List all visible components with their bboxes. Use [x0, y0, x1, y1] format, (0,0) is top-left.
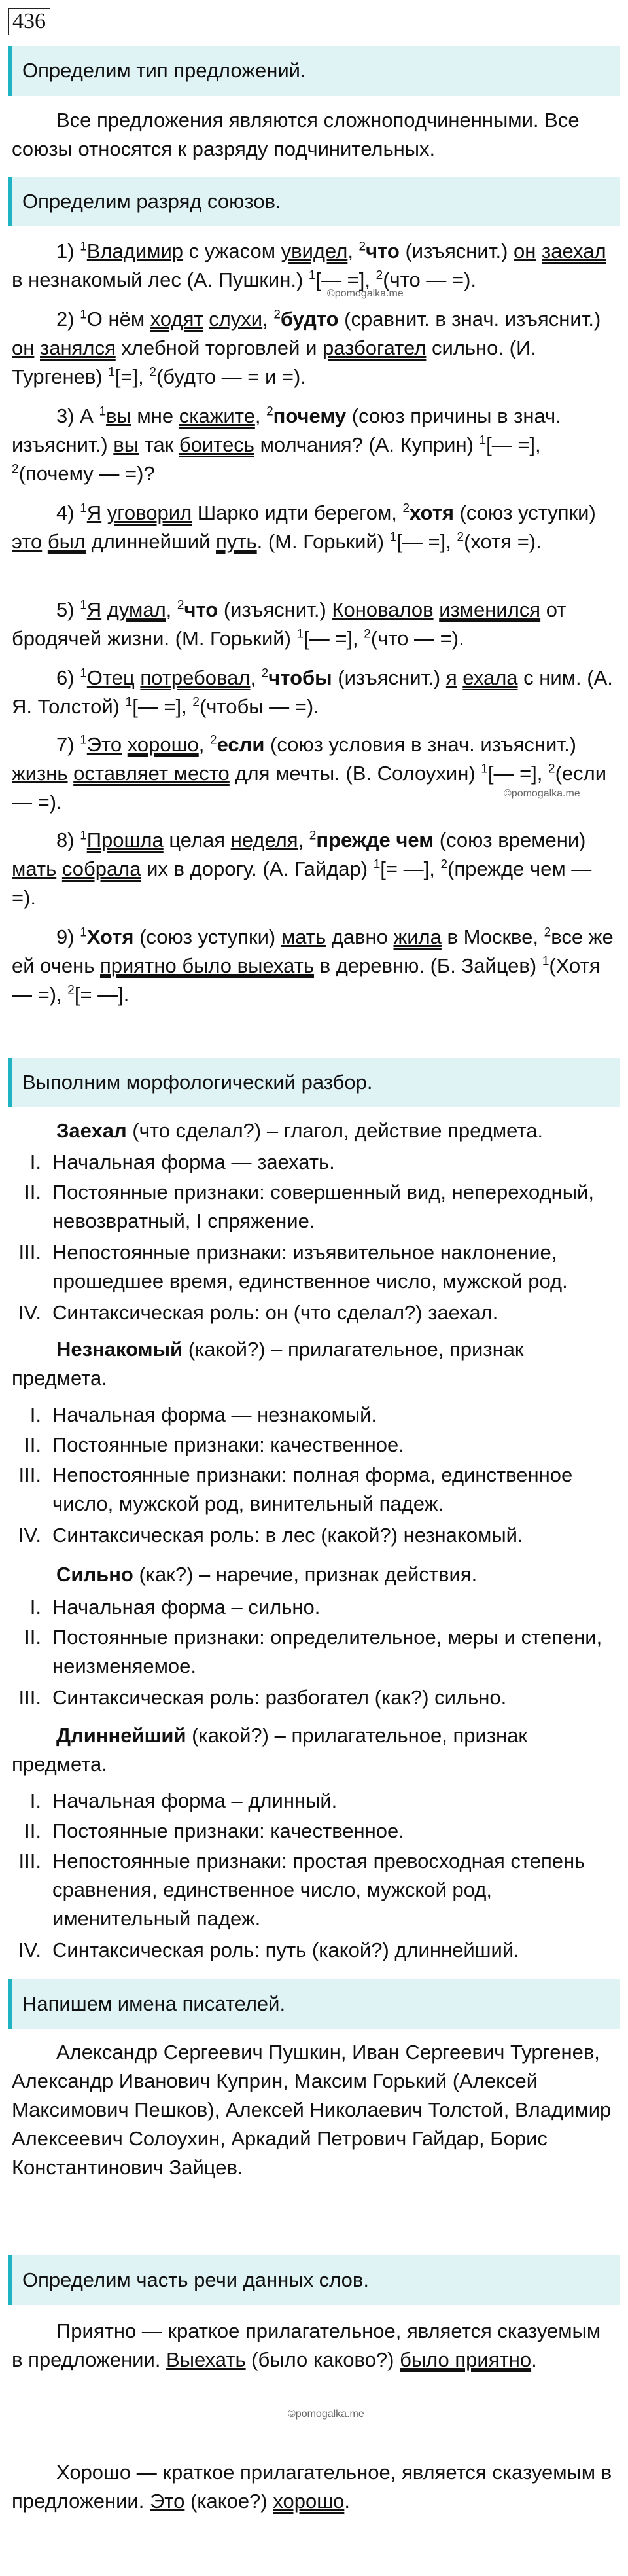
morph-title: Длиннейший (какой?) – прилагательное, признак предмета. — [12, 1724, 527, 1776]
morph-num: II. — [24, 1181, 41, 1204]
section-header-conj: Определим разряд союзов. — [8, 177, 620, 226]
morph-num: II. — [24, 1433, 41, 1456]
morph-num: I. — [29, 1403, 41, 1426]
type-paragraph: Все предложения являются сложноподчиненными. Все союзы относятся к разряду подчинительных. — [12, 109, 580, 160]
morph-num: IV. — [18, 1301, 41, 1324]
morph-point: Начальная форма – длинный. — [52, 1789, 338, 1812]
morph-point: Непостоянные признаки: полная форма, единственное число, мужской род, винительный падеж. — [52, 1463, 573, 1515]
morph-point: Постоянные признаки: качественное. — [52, 1433, 404, 1456]
morph-num: III. — [18, 1850, 41, 1872]
sentence-4: 4) $^1$Я уговорил Шарко идти берегом, $^2$хотя (союз уступки) это был длиннейший путь. (М. Горький) $^1$[— =], $^2$(хотя =). — [12, 501, 596, 553]
morph-num: I. — [29, 1151, 41, 1173]
sentence-2: 2) $^1$О нём ходят слухи, $^2$будто (сравнит. в знач. изъяснит.) он занялся хлебной торговлей и разбогател сильно. (И. Тургенев) $^1$[=], $^2$(будто — = и =). — [12, 308, 601, 388]
sentence-8: 8) $^1$Прошла целая неделя, $^2$прежде чем (союз времени) мать собрала их в дорогу. (А. Гайдар) $^1$[= —], $^2$(прежде чем — =). — [12, 829, 592, 909]
sentence-3: 3) А $^1$вы мне скажите, $^2$почему (союз причины в знач. изъяснит.) вы так боитесь молчания? (А. Куприн) $^1$[— =], $^2$(почему — =)? — [12, 404, 561, 485]
morph-title: Заехал (что сделал?) – глагол, действие предмета. — [56, 1119, 544, 1142]
morph-point: Постоянные признаки: качественное. — [52, 1819, 404, 1842]
morph-point: Постоянные признаки: определительное, меры и степени, неизменяемое. — [52, 1626, 602, 1677]
morph-num: II. — [24, 1626, 41, 1649]
morph-point: Начальная форма — незнакомый. — [52, 1403, 377, 1426]
sentence-5: 5) $^1$Я думал, $^2$что (изъяснит.) Коновалов изменился от бродячей жизни. (М. Горький) $^1$[— =], $^2$(что — =). — [12, 598, 567, 650]
morph-title: Незнакомый (какой?) – прилагательное, признак предмета. — [12, 1338, 524, 1389]
morph-point: Синтаксическая роль: он (что сделал?) заехал. — [52, 1301, 498, 1324]
morph-point: Непостоянные признаки: изъявительное наклонение, прошедшее время, единственное число, мужской род. — [52, 1241, 568, 1293]
morph-point: Синтаксическая роль: путь (какой?) длиннейший. — [52, 1939, 519, 1961]
morph-point: Синтаксическая роль: разбогател (как?) сильно. — [52, 1686, 507, 1709]
section-header-morph: Выполним морфологический разбор. — [8, 1058, 620, 1107]
morph-num: III. — [18, 1686, 41, 1709]
pos-item: Хорошо — краткое прилагательное, является сказуемым в предложении. Это (какое?) хорошо. — [12, 2461, 612, 2513]
sentence-9: 9) $^1$Хотя (союз уступки) мать давно жила в Москве, $^2$все же ей очень приятно было выехать в деревню. (Б. Зайцев) $^1$(Хотя — =), $^2$[= —]. — [12, 925, 614, 1006]
section-header-writers: Напишем имена писателей. — [8, 1979, 620, 2029]
morph-point: Синтаксическая роль: в лес (какой?) незнакомый. — [52, 1524, 523, 1547]
pos-item: Приятно — краткое прилагательное, является сказуемым в предложении. Выехать (было каково?) было приятно. — [12, 2319, 601, 2371]
morph-point: Постоянные признаки: совершенный вид, непереходный, невозвратный, I спряжение. — [52, 1181, 594, 1232]
morph-num: IV. — [18, 1524, 41, 1547]
morph-num: III. — [18, 1241, 41, 1264]
sentence-1: 1) $^1$Владимир с ужасом увидел, $^2$что (изъяснит.) он заехал в незнакомый лес (А. Пушкин.) $^1$[— =], $^2$(что — =). — [12, 240, 606, 291]
watermark: ©pomogalka.me — [327, 288, 404, 299]
morph-point: Непостоянные признаки: простая превосходная степень сравнения, единственное число, мужской род, именительный падеж. — [52, 1850, 585, 1930]
morph-point: Начальная форма – сильно. — [52, 1596, 321, 1619]
writers-paragraph: Александр Сергеевич Пушкин, Иван Сергеевич Тургенев, Александр Иванович Куприн, Максим Горький (Алексей Максимович Пешков), Алексей Николаевич Толстой, Владимир Алексеевич Солоухин, Аркадий Петрович Гайдар, Борис Константинович Зайцев. — [12, 2041, 612, 2179]
watermark: ©pomogalka.me — [288, 2408, 364, 2420]
sentence-7: 7) $^1$Это хорошо, $^2$если (союз условия в знач. изъяснит.) жизнь оставляет место для мечты. (В. Солоухин) $^1$[— =], $^2$(если — =). — [12, 733, 607, 814]
morph-num: I. — [29, 1596, 41, 1619]
morph-num: I. — [29, 1789, 41, 1812]
morph-title: Сильно (как?) – наречие, признак действия. — [56, 1563, 478, 1586]
section-header-pos: Определим часть речи данных слов. — [8, 2255, 620, 2305]
morph-num: IV. — [18, 1939, 41, 1961]
section-header-type: Определим тип предложений. — [8, 46, 620, 96]
watermark: ©pomogalka.me — [504, 788, 580, 799]
sentence-6: 6) $^1$Отец потребовал, $^2$чтобы (изъяснит.) я ехала с ним. (А. Я. Толстой) $^1$[— =], $^2$(чтобы — =). — [12, 666, 613, 718]
morph-num: III. — [18, 1463, 41, 1486]
task-number: 436 — [8, 8, 50, 35]
morph-point: Начальная форма — заехать. — [52, 1151, 335, 1173]
morph-num: II. — [24, 1819, 41, 1842]
